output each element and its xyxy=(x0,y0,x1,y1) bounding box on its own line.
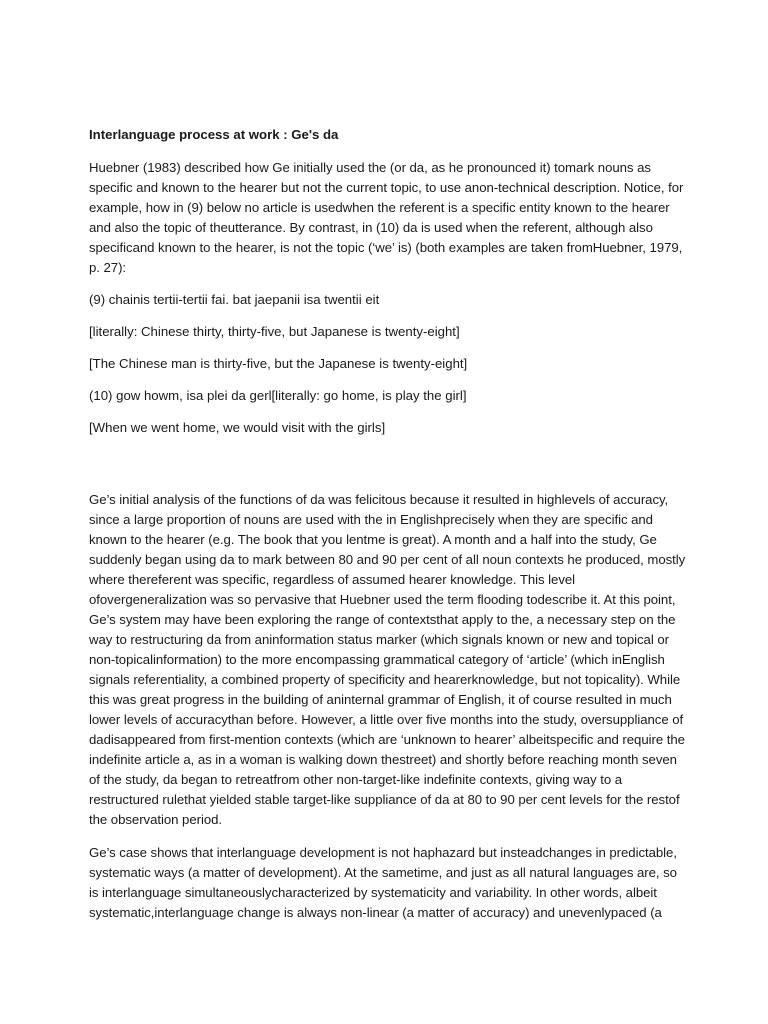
body-paragraph-1: Ge’s initial analysis of the functions of da was felicitous because it resulted in highlevels of accuracy, since a large proportion of nouns are used with the in Englishprecisely when they are specific and known to the hearer (e.g. The book that you lentme is great). A month and a half into the study, Ge suddenly began using da to mark between 80 and 90 per cent of all noun contexts he produced, mostly where thereferent was specific, regardless of assumed hearer knowledge. This level ofovergeneralization was so pervasive that Huebner used the term flooding todescribe it. At this point, Ge’s system may have been exploring the range of contextsthat apply to the, a necessary step on the way to restructuring da from aninformation status marker (which signals known or new and topical or non-topicalinformation) to the more encompassing grammatical category of ‘article’ (which inEnglish signals referentiality, a combined property of specificity and hearerknowledge, but not topicality). While this was great progress in the building of aninternal grammar of English, it of course resulted in much lower levels of accuracythan before. However, a little over five months into the study, oversuppliance of dadisappeared from first-mention contexts (which are ‘unknown to hearer’ albeitspecific and require the indefinite article a, as in a woman is walking down thestreet) and shortly before reaching month seven of the study, da began to retreatfrom other non-target-like indefinite contexts, giving way to a restructured rulethat yielded stable target-like suppliance of da at 80 to 90 per cent levels for the restof the observation period. xyxy=(89,492,686,827)
example-9: (9) chainis tertii-tertii fai. bat jaepanii isa twentii eit xyxy=(89,292,380,307)
document-title: Interlanguage process at work : Ge's da xyxy=(89,127,339,142)
example-9-literal: [literally: Chinese thirty, thirty-five, but Japanese is twenty-eight] xyxy=(89,324,460,339)
intro-paragraph: Huebner (1983) described how Ge initially used the (or da, as he pronounced it) tomark nouns as specific and known to the hearer but not the current topic, to use anon-technical description. Notice, for example, how in (9) below no article is usedwhen the referent is a specific entity known to the hearer and also the topic of theutterance. By contrast, in (10) da is used when the referent, although also specificand known to the hearer, is not the topic (‘we’ is) (both examples are taken fromHuebner, 1979, p. 27): xyxy=(89,160,684,275)
document-page xyxy=(89,126,689,936)
section-spacer xyxy=(89,450,689,490)
example-10-translation: [When we went home, we would visit with the girls] xyxy=(89,420,386,435)
example-10: (10) gow howm, isa plei da gerl[literally: go home, is play the girl] xyxy=(89,388,467,403)
body-paragraph-2: Ge’s case shows that interlanguage development is not haphazard but insteadchanges in predictable, systematic ways (a matter of development). At the sametime, and just as all natural languages are, so is interlanguage simultaneouslycharacterized by systematicity and variability. In other words, albeit systematic,interlanguage change is always non-linear (a matter of accuracy) and unevenlypaced (a xyxy=(89,845,677,920)
example-9-translation: [The Chinese man is thirty-five, but the Japanese is twenty-eight] xyxy=(89,356,468,371)
